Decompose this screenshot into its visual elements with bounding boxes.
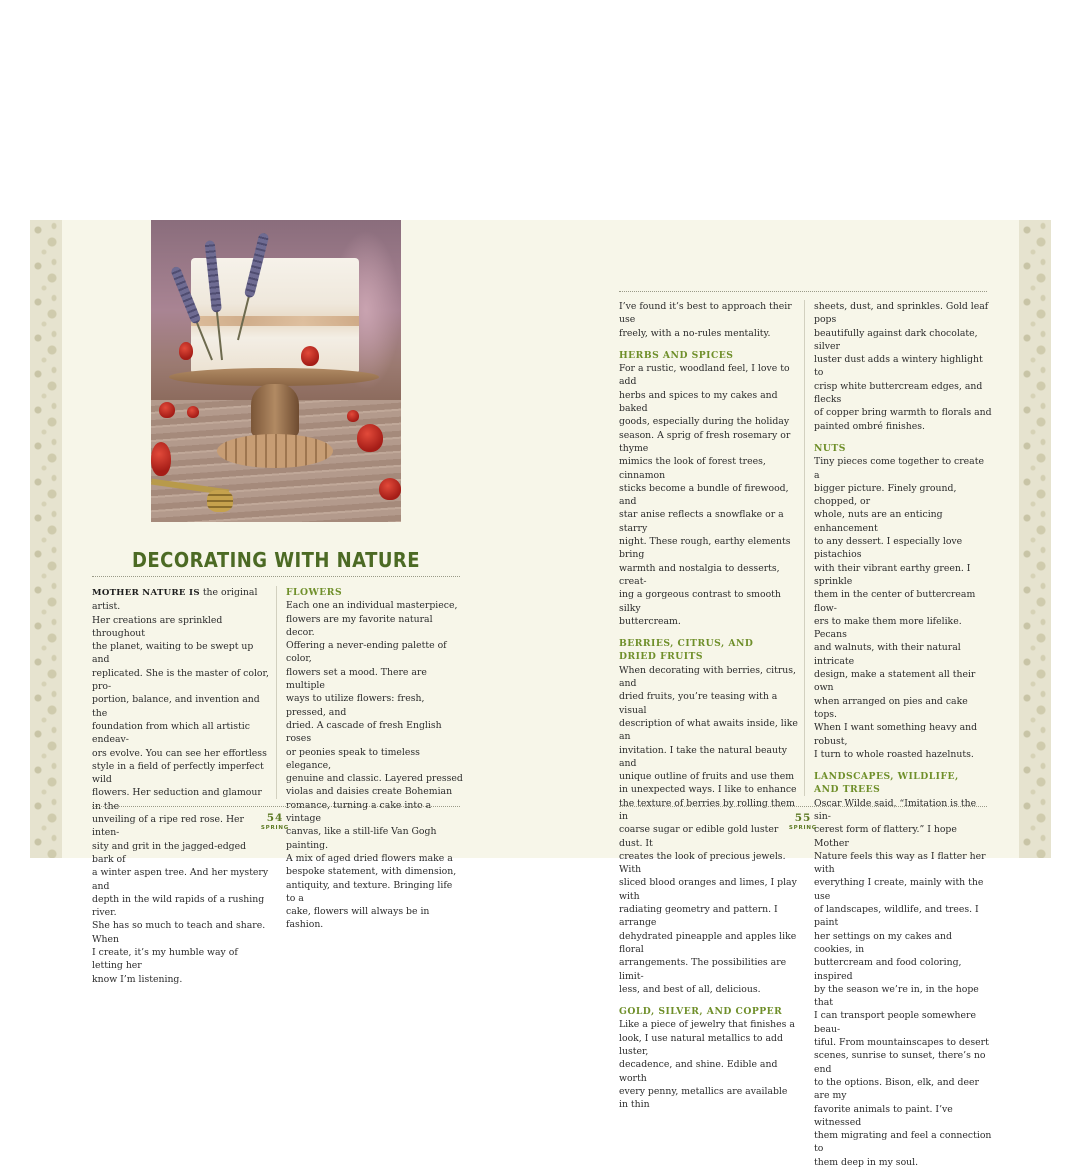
text-line: canvas, like a still-life Van Gogh painting. xyxy=(286,826,437,851)
text-line: mimics the look of forest trees, cinnamon xyxy=(619,456,766,481)
text-line xyxy=(92,640,269,667)
page-title: DECORATING WITH NATURE xyxy=(132,548,420,572)
text-line xyxy=(92,586,269,614)
text-line xyxy=(92,866,269,893)
text-line: luster dust adds a wintery highlight to xyxy=(814,354,983,379)
text-line: genuine and classic. Layered pressed xyxy=(286,773,463,785)
text-line: them deep in my soul. xyxy=(814,1156,919,1168)
text-line xyxy=(92,893,269,920)
text-line: description of what awaits inside, like an xyxy=(619,717,798,743)
text-line: flowers are my favorite natural decor. xyxy=(286,613,433,638)
text-line: the texture of berries by rolling them in xyxy=(619,797,795,822)
text-line: or peonies speak to timeless elegance, xyxy=(286,746,420,771)
text-line: radiating geometry and pattern. I arrange xyxy=(619,904,778,929)
strawberry xyxy=(301,346,319,366)
text-line: Offering a never-ending palette of color, xyxy=(286,640,447,665)
text-line xyxy=(92,840,269,867)
text-line: cake, flowers will always be in fashion. xyxy=(286,906,430,931)
text-line: sheets, dust, and sprinkles. Gold leaf pops xyxy=(814,301,989,326)
text-line: dehydrated pineapple and apples like floral xyxy=(619,930,797,955)
line-text: foundation from which all artistic endeav- xyxy=(92,720,250,746)
line-text: the planet, waiting to be swept up and xyxy=(92,641,254,666)
line-text: ors evolve. You can see her effortless xyxy=(92,747,267,759)
text-line: star anise reflects a snowflake or a starry xyxy=(619,509,784,534)
text-line: with their vibrant earthy green. I sprinkle xyxy=(814,562,971,587)
line-text: I create, it’s my humble way of letting her xyxy=(92,947,238,972)
text-line: sticks become a bundle of firewood, and xyxy=(619,482,789,508)
line-text: She has so much to teach and share. When xyxy=(92,920,266,945)
strawberry xyxy=(151,442,171,476)
text-line: season. A sprig of fresh rosemary or thyme xyxy=(619,429,791,454)
text-line: Like a piece of jewelry that finishes a xyxy=(619,1019,795,1031)
page-folio-right xyxy=(773,812,833,831)
strawberry xyxy=(347,410,359,422)
section-heading: AND TREES xyxy=(814,784,881,796)
line-text: the original artist. xyxy=(92,587,258,613)
text-line: herbs and spices to my cakes and baked xyxy=(619,389,778,415)
text-line: Oscar Wilde said, “Imitation is the sin- xyxy=(814,797,977,822)
line-text: depth in the wild rapids of a rushing river. xyxy=(92,893,265,919)
strawberry xyxy=(179,342,193,360)
text-line: violas and daisies create Bohemian xyxy=(286,786,453,798)
text-line: dried fruits, you’re teasing with a visual xyxy=(619,691,778,716)
text-line: antiquity, and texture. Bringing life to a xyxy=(286,879,453,904)
page-folio-left xyxy=(245,812,305,831)
text-line xyxy=(92,946,269,973)
cake-photo xyxy=(151,220,401,522)
section-heading: GOLD, SILVER, AND COPPER xyxy=(619,1006,783,1018)
text-line: scenes, sunrise to sunset, there’s no end xyxy=(814,1050,986,1075)
line-text: unveiling of a ripe red rose. Her inten- xyxy=(92,814,244,839)
text-line xyxy=(92,667,269,694)
bottom-rule xyxy=(619,806,987,807)
strawberry xyxy=(159,402,175,418)
section-heading: DRIED FRUITS xyxy=(619,651,704,663)
text-line xyxy=(92,747,269,760)
section-label: SPRING xyxy=(260,825,290,831)
text-line: Each one an individual masterpiece, xyxy=(286,600,458,612)
page-number: 55 xyxy=(794,812,812,824)
column-divider xyxy=(276,586,277,799)
text-line xyxy=(92,614,269,641)
text-line: When I want something heavy and robust, xyxy=(814,722,978,747)
left-column-flowers xyxy=(286,586,464,932)
text-line: dried. A cascade of fresh English roses xyxy=(286,719,442,745)
right-column-right xyxy=(814,300,992,1169)
section-label: SPRING xyxy=(788,825,818,831)
title-rule xyxy=(92,576,460,577)
text-line: to any dessert. I especially love pistachios xyxy=(814,536,963,561)
text-line: romance, turning a cake into a vintage xyxy=(286,799,432,825)
section-heading: HERBS AND SPICES xyxy=(619,349,734,361)
text-line: everything I create, mainly with the use xyxy=(814,877,984,902)
text-line: Nature feels this way as I flatter her with xyxy=(814,850,986,876)
line-text: sity and grit in the jagged-edged bark of xyxy=(92,840,247,865)
text-line: every penny, metallics are available in thin xyxy=(619,1085,788,1111)
text-line: her settings on my cakes and cookies, in xyxy=(814,930,952,955)
text-line: decadence, and shine. Edible and worth xyxy=(619,1059,778,1084)
cake-stand-pedestal xyxy=(251,384,299,436)
text-line: ways to utilize flowers: fresh, pressed, and xyxy=(286,693,425,718)
text-line: A mix of aged dried flowers make a xyxy=(286,852,453,864)
text-line: and walnuts, with their natural intricate xyxy=(814,642,961,667)
floral-border-left xyxy=(30,220,62,858)
text-line: coarse sugar or edible gold luster dust. It xyxy=(619,824,779,849)
text-line: them in the center of buttercream flow- xyxy=(814,589,976,614)
text-line: bigger picture. Finely ground, chopped, or xyxy=(814,482,957,508)
line-text: replicated. She is the master of color, pro- xyxy=(92,667,269,693)
text-line: of landscapes, wildlife, and trees. I paint xyxy=(814,904,979,929)
line-text: know I’m listening. xyxy=(92,973,183,985)
text-line: sliced blood oranges and limes, I play with xyxy=(619,877,797,902)
section-heading: LANDSCAPES, WILDLIFE, xyxy=(814,771,959,783)
text-line: to the options. Bison, elk, and deer are my xyxy=(814,1076,979,1102)
floral-border-right xyxy=(1019,220,1051,858)
text-line: favorite animals to paint. I’ve witnessed xyxy=(814,1103,953,1128)
text-line: less, and best of all, delicious. xyxy=(619,983,761,995)
strawberry xyxy=(187,406,199,418)
strawberry xyxy=(379,478,401,500)
text-line: tiful. From mountainscapes to desert xyxy=(814,1037,989,1049)
text-line xyxy=(92,693,269,720)
text-line: warmth and nostalgia to desserts, creat- xyxy=(619,562,780,587)
text-line: painted ombré finishes. xyxy=(814,420,926,432)
text-line: bespoke statement, with dimension, xyxy=(286,866,457,878)
page-number: 54 xyxy=(266,812,284,824)
text-line: design, make a statement all their own xyxy=(814,669,976,694)
text-line: them migrating and feel a connection to xyxy=(814,1130,992,1155)
text-line: For a rustic, woodland feel, I love to add xyxy=(619,363,790,388)
text-line: I’ve found it’s best to approach their use xyxy=(619,301,792,326)
text-line: buttercream. xyxy=(619,615,681,627)
text-line: cerest form of flattery.” I hope Mother xyxy=(814,824,957,849)
right-column-left xyxy=(619,300,799,1112)
line-text: style in a field of perfectly imperfect wild xyxy=(92,760,264,786)
line-text: portion, balance, and invention and the xyxy=(92,694,260,719)
cake-stand-base xyxy=(217,434,333,468)
top-rule xyxy=(619,291,987,292)
section-heading: FLOWERS xyxy=(286,587,343,598)
text-line: flowers set a mood. There are multiple xyxy=(286,666,427,692)
text-line: beautifully against dark chocolate, silver xyxy=(814,327,978,352)
bottom-rule xyxy=(92,806,460,807)
text-line: of copper bring warmth to florals and xyxy=(814,407,992,419)
text-line xyxy=(92,973,269,986)
text-line: arrangements. The possibilities are limit- xyxy=(619,957,787,982)
text-line: freely, with a no-rules mentality. xyxy=(619,327,771,339)
column-divider xyxy=(804,300,805,796)
text-line xyxy=(92,720,269,747)
text-line: invitation. I take the natural beauty and xyxy=(619,744,787,769)
text-line: in unexpected ways. I like to enhance xyxy=(619,784,797,796)
line-text: Her creations are sprinkled throughout xyxy=(92,614,223,639)
section-heading: NUTS xyxy=(814,442,846,454)
line-text: flowers. Her seduction and glamour in the xyxy=(92,787,262,812)
text-line: ers to make them more lifelike. Pecans xyxy=(814,615,962,641)
text-line xyxy=(92,786,269,813)
book-spread xyxy=(30,220,1051,1168)
text-line: when arranged on pies and cake tops. xyxy=(814,695,968,720)
text-line xyxy=(92,813,269,840)
text-line: whole, nuts are an enticing enhancement xyxy=(814,509,943,534)
text-line: I can transport people somewhere beau- xyxy=(814,1010,976,1035)
text-line: unique outline of fruits and use them xyxy=(619,771,795,783)
text-line: goods, especially during the holiday xyxy=(619,416,790,428)
text-line: by the season we’re in, in the hope that xyxy=(814,983,979,1009)
section-heading: BERRIES, CITRUS, AND xyxy=(619,638,754,650)
text-line: Tiny pieces come together to create a xyxy=(814,456,984,481)
line-text: a winter aspen tree. And her mystery and xyxy=(92,867,269,892)
text-line: When decorating with berries, citrus, and xyxy=(619,664,797,690)
strawberry xyxy=(357,424,383,452)
text-line: crisp white buttercream edges, and flecks xyxy=(814,380,983,406)
text-line: I turn to whole roasted hazelnuts. xyxy=(814,748,974,760)
text-line xyxy=(92,919,269,946)
text-line: buttercream and food coloring, inspired xyxy=(814,957,962,982)
text-line: ing a gorgeous contrast to smooth silky xyxy=(619,589,781,614)
honey-dipper xyxy=(207,490,233,512)
lead-in-text: MOTHER NATURE IS xyxy=(92,588,200,598)
text-line: creates the look of precious jewels. With xyxy=(619,850,786,876)
text-line xyxy=(92,760,269,787)
text-line: look, I use natural metallics to add luster, xyxy=(619,1032,783,1058)
left-column-intro xyxy=(92,586,269,986)
text-line: night. These rough, earthy elements bring xyxy=(619,536,791,561)
